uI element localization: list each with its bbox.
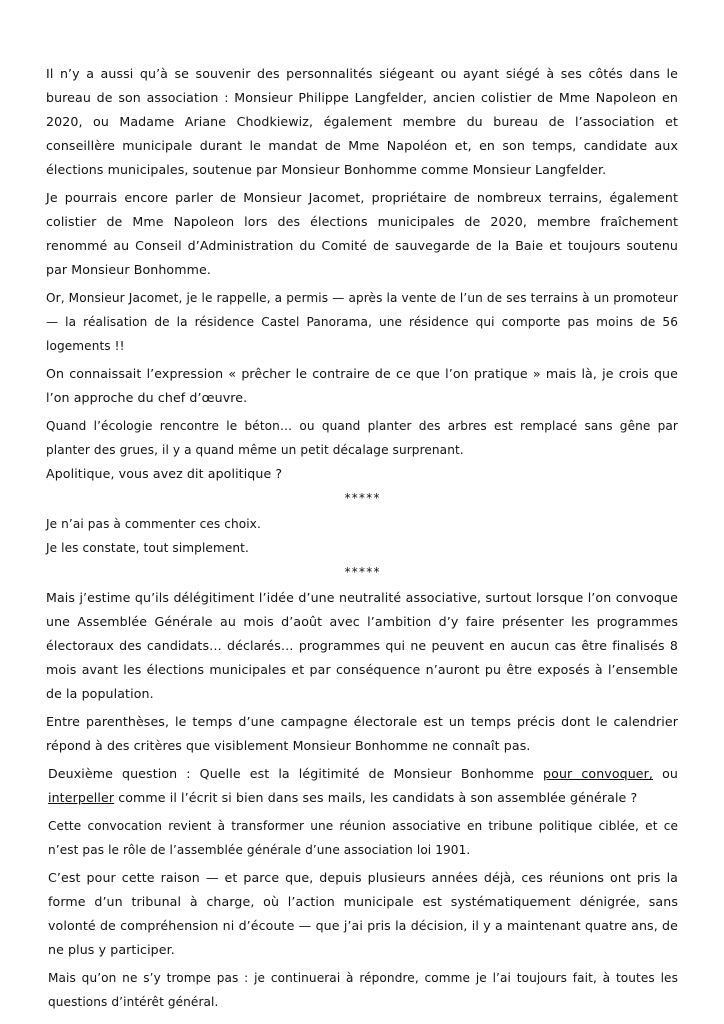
paragraph-7: Je n’ai pas à commenter ces choix. <box>46 517 261 531</box>
paragraph-11 <box>48 762 678 810</box>
document-page <box>46 62 678 1014</box>
paragraph-1: Il n’y a aussi qu’à se souvenir des personnalités siégeant ou ayant siégé à ses côtés dans le bureau de son association : Monsieur Philippe Langfelder, ancien colistier de Mme Napoleon en 2020, ou Madame Ariane Chodkiewiz, également membre du bureau de l’association et conseillère municipale durant le mandat de Mme Napoléon et, en son temps, candidate aux élections municipales, soutenue par Monsieur Bonhomme comme Monsieur Langfelder. <box>46 66 678 177</box>
underlined-interpeller: interpeller <box>48 790 115 805</box>
paragraph-8: Je les constate, tout simplement. <box>46 541 249 555</box>
paragraph-5: Quand l’écologie rencontre le béton… ou quand planter des arbres est remplacé sans gêne par planter des grues, il y a quand même un petit décalage surprenant. <box>46 419 678 457</box>
separator-stars-1: ***** <box>343 491 381 505</box>
paragraph-9: Mais j’estime qu’ils délégitiment l’idée d’une neutralité associative, surtout lorsque l’on convoque une Assemblée Générale au mois d’août avec l’ambition d’y faire présenter les programmes électoraux des candidats… déclarés… programmes qui ne peuvent en aucun cas être finalisés 8 mois avant les élections municipales et par conséquence n’auront pu être exposés à l’ensemble de la population. <box>46 590 678 701</box>
p11-text-c: comme il l’écrit si bien dans ses mails, les candidats à son assemblée générale ? <box>114 790 638 805</box>
paragraph-13: C’est pour cette raison — et parce que, depuis plusieurs années déjà, ces réunions ont pris la forme d’un tribunal à charge, où l’action municipale est systématiquement dénigrée, sans volonté de compréhension ni d’écoute — que j’ai pris la décision, il y a maintenant quatre ans, de ne plus y participer. <box>48 870 678 957</box>
paragraph-12: Cette convocation revient à transformer une réunion associative en tribune politique ciblée, et ce n’est pas le rôle de l’assemblée générale d’une association loi 1901. <box>48 819 678 857</box>
p11-text-a: Deuxième question : Quelle est la légitimité de Monsieur Bonhomme <box>48 766 544 781</box>
paragraph-14: Mais qu’on ne s’y trompe pas : je continuerai à répondre, comme je l’ai toujours fait, à toutes les questions d’intérêt général. <box>48 971 678 1009</box>
paragraph-3: Or, Monsieur Jacomet, je le rappelle, a permis — après la vente de l’un de ses terrains à un promoteur — la réalisation de la résidence Castel Panorama, une résidence qui comporte pas moins de 56 logements !! <box>46 291 678 353</box>
paragraph-2: Je pourrais encore parler de Monsieur Jacomet, propriétaire de nombreux terrains, également colistier de Mme Napoleon lors des élections municipales de 2020, membre fraîchement renommé au Conseil d’Administration du Comité de sauvegarde de la Baie et toujours soutenu par Monsieur Bonhomme. <box>46 190 678 277</box>
underlined-pour-convoquer: pour convoquer, <box>543 766 654 781</box>
p11-text-b: ou <box>653 766 678 781</box>
paragraph-4: On connaissait l’expression « prêcher le contraire de ce que l’on pratique » mais là, je crois que l’on approche du chef d’œuvre. <box>46 366 678 405</box>
separator-stars-2: ***** <box>343 565 381 579</box>
paragraph-6: Apolitique, vous avez dit apolitique ? <box>46 466 283 481</box>
paragraph-10: Entre parenthèses, le temps d’une campagne électorale est un temps précis dont le calendrier répond à des critères que visiblement Monsieur Bonhomme ne connaît pas. <box>46 714 678 753</box>
